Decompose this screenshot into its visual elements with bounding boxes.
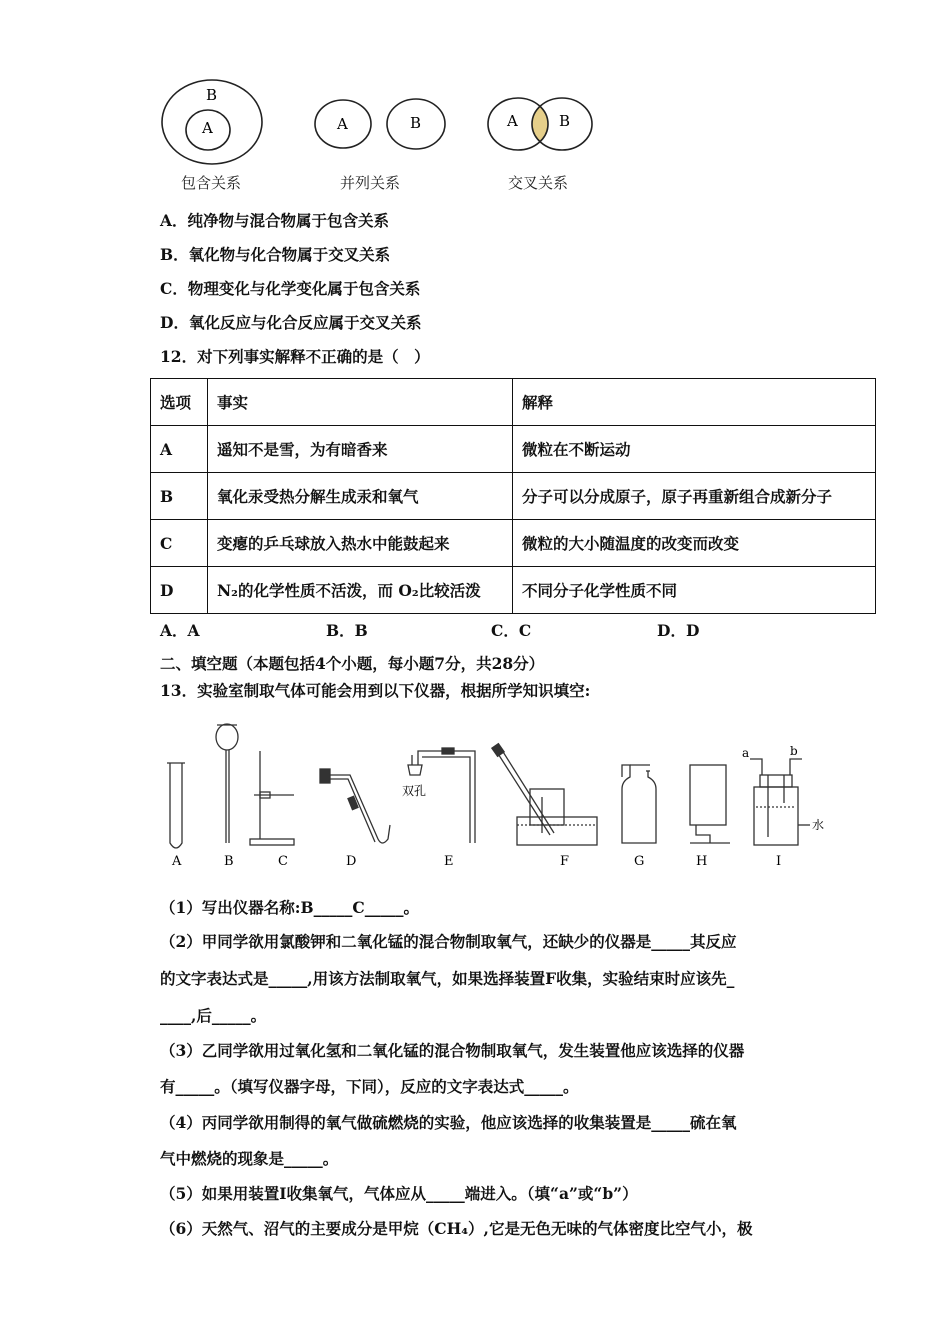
separatory-funnel-icon	[216, 724, 238, 843]
port-a-annotation: a	[742, 746, 750, 760]
q13-line-9: （5）如果用装置Ⅰ收集氧气，气体应从_____端进入。（填“a”或“b”）	[160, 1184, 638, 1203]
header-fact: 事实	[208, 379, 513, 426]
port-b-annotation: b	[790, 744, 798, 758]
q13-line-3: 的文字表达式是_____,用该方法制取氧气，如果选择装置F收集，实验结束时应该先_	[160, 969, 735, 988]
table-row	[151, 473, 876, 520]
row-fact: 遥知不是雪，为有暗香来	[208, 426, 513, 473]
parallel-diagram	[315, 99, 445, 149]
apparatus-label-b: B	[224, 854, 234, 869]
water-trough-icon	[492, 744, 597, 845]
q11-option-d: D．氧化反应与化合反应属于交叉关系	[160, 313, 422, 332]
inclusion-outer-label: B	[206, 86, 218, 104]
intersection-caption: 交叉关系	[508, 174, 569, 192]
parallel-right-label: B	[410, 114, 422, 132]
q12-choice-a: A．A	[160, 621, 200, 640]
row-explanation: 微粒在不断运动	[513, 426, 876, 473]
bent-delivery-tube-icon	[320, 769, 390, 843]
intersection-right-label: B	[559, 112, 571, 130]
apparatus-label-i: I	[776, 854, 782, 869]
apparatus-label-h: H	[696, 854, 708, 869]
q13-line-1: （1）写出仪器名称:B_____C_____。	[160, 898, 419, 917]
apparatus-label-c: C	[278, 854, 288, 869]
apparatus-label-d: D	[346, 854, 357, 869]
table-row	[151, 520, 876, 567]
header-option: 选项	[151, 379, 208, 426]
table-row	[151, 426, 876, 473]
gas-bottle-icon	[622, 765, 656, 843]
inverted-bottle-icon	[690, 765, 730, 843]
q12-choice-c: C．C	[491, 621, 532, 640]
q13-line-7: （4）丙同学欲用制得的氧气做硫燃烧的实验，他应该选择的收集装置是_____硫在氧	[160, 1113, 737, 1132]
q12-choice-d: D．D	[657, 621, 700, 640]
q12-stem: 12．对下列事实解释不正确的是（ ）	[160, 347, 430, 366]
row-option: A	[151, 426, 208, 473]
row-fact: N₂的化学性质不活泼，而 O₂比较活泼	[208, 567, 513, 614]
parallel-caption: 并列关系	[340, 174, 401, 192]
q11-option-a: A．纯净物与混合物属于包含关系	[160, 211, 390, 230]
inclusion-diagram	[162, 80, 262, 164]
row-option: D	[151, 567, 208, 614]
q13-line-4: ____,后_____。	[160, 1006, 267, 1025]
row-explanation: 不同分子化学性质不同	[513, 567, 876, 614]
q13-stem: 13．实验室制取气体可能会用到以下仪器，根据所学知识填空:	[160, 681, 591, 700]
q11-option-c: C．物理变化与化学变化属于包含关系	[160, 279, 421, 298]
q13-line-5: （3）乙同学欲用过氧化氢和二氧化锰的混合物制取氧气，发生装置他应该选择的仪器	[160, 1041, 745, 1060]
test-tube-icon	[167, 763, 185, 848]
q13-line-8: 气中燃烧的现象是_____。	[160, 1149, 339, 1168]
q12-choice-b: B．B	[326, 621, 368, 640]
header-explanation: 解释	[513, 379, 876, 426]
lab-apparatus-illustration	[150, 715, 840, 880]
row-option: C	[151, 520, 208, 567]
intersection-diagram	[488, 98, 592, 150]
q13-line-6: 有_____。（填写仪器字母，下同），反应的文字表达式_____。	[160, 1077, 579, 1096]
inclusion-caption: 包含关系	[181, 174, 242, 192]
section-heading: 二、填空题（本题包括4个小题，每小题7分，共28分）	[160, 654, 545, 673]
apparatus-label-a: A	[172, 854, 182, 869]
row-fact: 氧化汞受热分解生成汞和氧气	[208, 473, 513, 520]
q13-line-10: （6）天然气、沼气的主要成分是甲烷（CH₄）,它是无色无味的气体密度比空气小，极	[160, 1219, 753, 1238]
double-hole-annotation: 双孔	[402, 784, 427, 798]
q13-line-2: （2）甲同学欲用氯酸钾和二氧化锰的混合物制取氧气，还缺少的仪器是_____其反应	[160, 932, 737, 951]
wash-bottle-icon	[750, 759, 810, 845]
apparatus-label-e: E	[444, 854, 454, 869]
iron-stand-icon	[250, 751, 294, 845]
apparatus-label-g: G	[634, 854, 645, 869]
table-header-row	[151, 379, 876, 426]
intersection-left-label: A	[507, 112, 518, 130]
apparatus-label-f: F	[560, 854, 570, 869]
row-explanation: 分子可以分成原子，原子再重新组合成新分子	[513, 473, 876, 520]
row-option: B	[151, 473, 208, 520]
row-explanation: 微粒的大小随温度的改变而改变	[513, 520, 876, 567]
row-fact: 变瘪的乒乓球放入热水中能鼓起来	[208, 520, 513, 567]
facts-table	[150, 378, 876, 614]
table-row	[151, 567, 876, 614]
q11-option-b: B．氧化物与化合物属于交叉关系	[160, 245, 391, 264]
parallel-left-label: A	[337, 115, 348, 133]
water-annotation: 水	[812, 818, 825, 832]
inclusion-inner-label: A	[202, 119, 213, 137]
